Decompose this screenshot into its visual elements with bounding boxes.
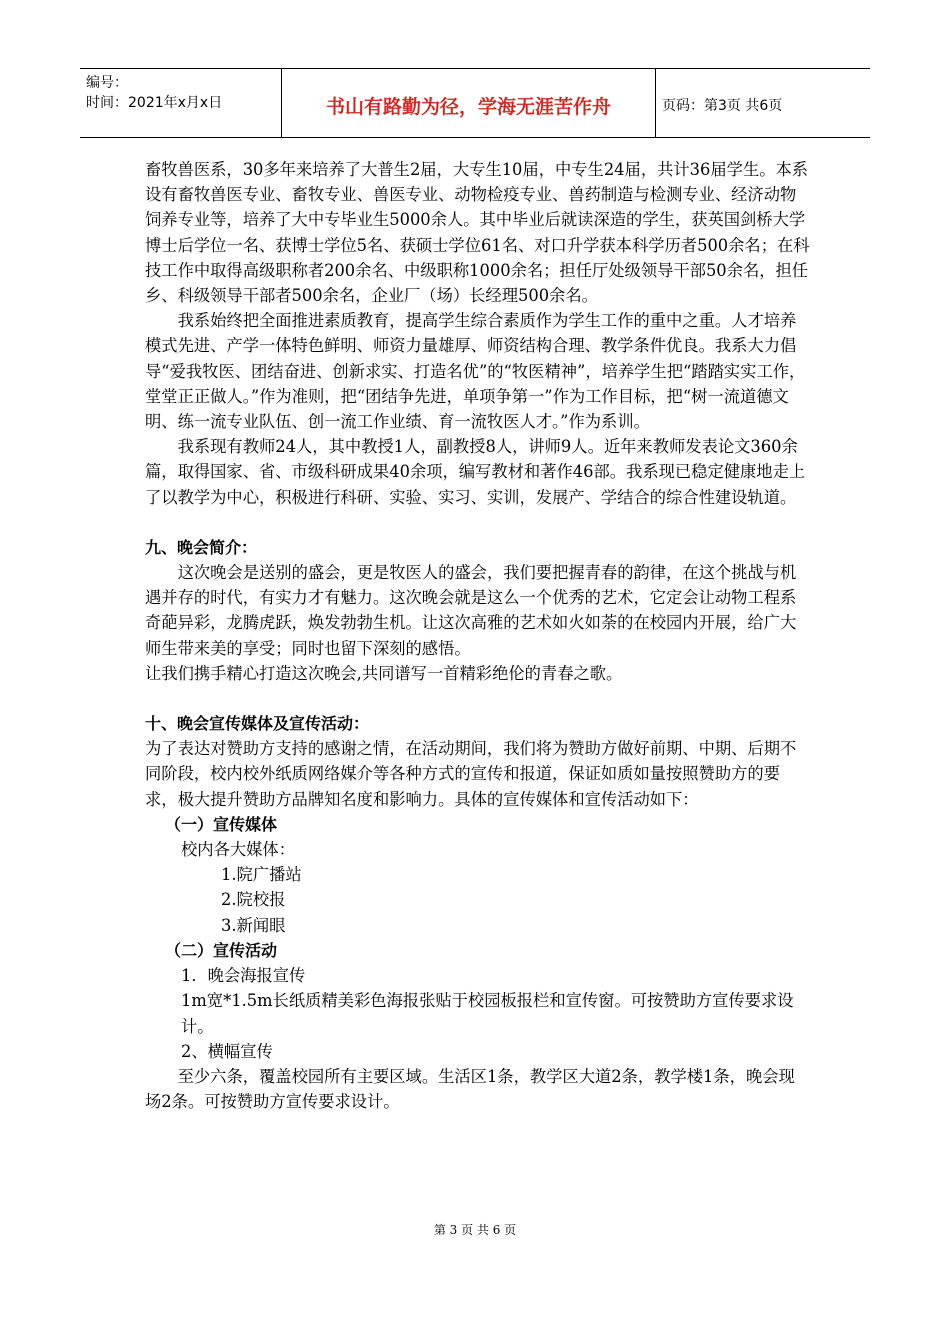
paragraph-education: 我系始终把全面推进素质教育，提高学生综合素质作为学生工作的重中之重。人才培养模式先进、产学一体特色鲜明、师资力量雄厚、师资结构合理、教学条件优良。我系大力倡导“爱我牧医、团结奋进、创新求实、打造名优”的“牧医精神”，培养学生把“踏踏实实工作，堂堂正正做人。”作为准则，把“团结争先进，单项争第一”作为工作目标，把“树一流道德文明、练一流专业队伍、创一流工作业绩、育一流牧医人才。”作为系训。 xyxy=(145,311,806,432)
header-motto: 书山有路勤为径，学海无涯苦作舟 xyxy=(282,69,656,137)
spacer xyxy=(145,510,810,535)
header-info xyxy=(80,69,282,137)
paragraph-faculty: 我系现有教师24人，其中教授1人，副教授8人，讲师9人。近年来教师发表论文360余篇，取得国家、省、市级科研成果40余项，编写教材和著作46部。我系现已稳定健康地走上了以教学为中心，积极进行科研、实验、实习、实训，发展产、学结合的综合性建设轨道。 xyxy=(145,437,806,507)
page-footer: 第 3 页 共 6 页 xyxy=(433,1223,517,1237)
activity-banner-title: 2、横幅宣传 xyxy=(181,1041,273,1061)
paragraph-promotion: 为了表达对赞助方支持的感谢之情，在活动期间，我们将为赞助方做好前期、中期、后期不同阶段，校内校外纸质网络媒介等各种方式的宣传和报道，保证如质如量按照赞助方的要求，极大提升赞助方品牌知名度和影响力。具体的宣传媒体和宣传活动如下： xyxy=(145,739,797,809)
doc-time-label: 时间：2021年x月x日 xyxy=(86,95,223,111)
header-page-label: 页码：第3页 共6页 xyxy=(662,98,783,114)
activity-poster-title: 1．晚会海报宣传 xyxy=(181,966,306,986)
activity-banner-text: 至少六条，覆盖校园所有主要区域。生活区1条，教学区大道2条，教学楼1条，晚会现场2条。可按赞助方宣传要求设计。 xyxy=(145,1066,795,1112)
media-intro: 校内各大媒体： xyxy=(181,840,295,860)
section-heading-10: 十、晚会宣传媒体及宣传活动： xyxy=(145,714,370,734)
list-item: 2.院校报 xyxy=(221,890,286,910)
paragraph-history: 畜牧兽医系，30多年来培养了大普生2届，大专生10届，中专生24届，共计36届学生。本系设有畜牧兽医专业、畜牧专业、兽医专业、动物检疫专业、兽药制造与检测专业、经济动物饲养专业等，培养了大中专毕业生5000余人。其中毕业后就读深造的学生，获英国剑桥大学博士后学位一名、获博士学位5名、获硕士学位61名、对口升学获本科学历者500余名；在科技工作中取得高级职称者200余名、中级职称1000余名；担任厅处级领导干部50余名，担任乡、科级领导干部者500余名，企业厂（场）长经理500余名。 xyxy=(145,160,810,306)
section-heading-9: 九、晚会简介： xyxy=(145,537,258,557)
paragraph-gala-closing: 让我们携手精心打造这次晚会,共同谱写一首精彩绝伦的青春之歌。 xyxy=(145,663,623,683)
doc-number-label: 编号： xyxy=(86,75,128,91)
paragraph-gala-intro: 这次晚会是送别的盛会，更是牧医人的盛会，我们要把握青春的韵律，在这个挑战与机遇并存的时代，有实力才有魅力。这次晚会就是这么一个优秀的艺术，它定会让动物工程系奇葩异彩，龙腾虎跃，焕发勃勃生机。让这次高雅的艺术如火如荼的在校园内开展，给广大师生带来美的享受；同时也留下深刻的感悟。 xyxy=(145,563,797,658)
subheading-activities: （二）宣传活动 xyxy=(165,940,278,960)
page-header xyxy=(80,68,870,138)
document-body xyxy=(145,157,810,1114)
list-item: 3.新闻眼 xyxy=(221,915,286,935)
list-item: 1.院广播站 xyxy=(221,865,302,885)
activity-poster-text: 1m宽*1.5m长纸质精美彩色海报张贴于校园板报栏和宣传窗。可按赞助方宣传要求设计。 xyxy=(181,991,794,1036)
spacer xyxy=(145,686,810,711)
subheading-media: （一）宣传媒体 xyxy=(165,814,278,834)
